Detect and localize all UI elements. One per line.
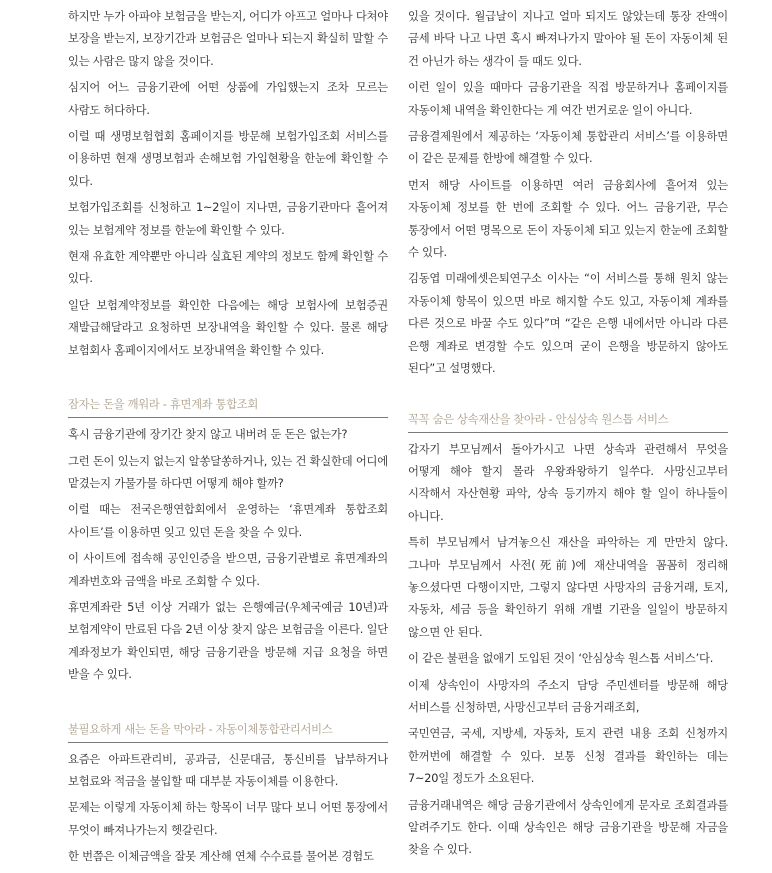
paragraph: 요즘은 아파트관리비, 공과금, 신문대금, 통신비를 납부하거나 보험료와 적금을 불입할 때 대부분 자동이체를 이용한다. — [68, 752, 388, 788]
paragraph: 현재 유효한 계약뿐만 아니라 실효된 계약의 정보도 함께 확인할 수 있다. — [68, 250, 388, 286]
section-heading-auto-transfer: 불필요하게 새는 돈을 막아라 - 자동이체통합관리서비스 — [68, 721, 388, 743]
paragraph: 보험가입조회를 신청하고 1~2일이 지나면, 금융기관마다 흩어져 있는 보험계약 정보를 한눈에 확인할 수 있다. — [68, 201, 388, 237]
paragraph: 혹시 금융기관에 장기간 찾지 않고 내버려 둔 돈은 없는가? — [68, 428, 348, 442]
paragraph: 그런 돈이 있는지 없는지 알쏭달쏭하거나, 있는 건 확실한데 어디에 맡겼는지 가물가물 하다면 어떻게 해야 할까? — [68, 454, 388, 490]
paragraph: 특히 부모님께서 남겨놓으신 재산을 파악하는 게 만만치 않다. 그나마 부모님께서 사전(死前)에 재산내역을 꼼꼼히 정리해 놓으셨다면 다행이지만, 그렇지 않다면 사망자의 금융거래, 토지, 자동차, 세금 등을 확인하기 위해 개별 기관을 일일이 방문하지 않으면 안 된다. — [408, 536, 728, 639]
paragraph: 이럴 때는 전국은행연합회에서 운영하는 ‘휴면계좌 통합조회 사이트’를 이용하면 잊고 있던 돈을 찾을 수 있다. — [68, 503, 388, 539]
paragraph: 심지어 어느 금융기관에 어떤 상품에 가입했는지 조차 모르는 사람도 허다하다. — [68, 81, 388, 117]
paragraph: 이런 일이 있을 때마다 금융기관을 직접 방문하거나 홈페이지를 자동이체 내역을 확인한다는 게 여간 번거로운 일이 아니다. — [408, 81, 728, 117]
paragraph: 하지만 누가 아파야 보험금을 받는지, 어디가 아프고 얼마나 다쳐야 보장을 받는지, 보장기간과 보험금은 얼마나 되는지 확실히 말할 수 있는 사람은 많지 않을 것이다. — [68, 10, 388, 68]
paragraph: 먼저 해당 사이트를 이용하면 여러 금융회사에 흩어져 있는 자동이체 정보를 한 번에 조회할 수 있다. 어느 금융기관, 무슨 통장에서 어떤 명목으로 돈이 자동이체 되고 있는지 한눈에 조회할 수 있다. — [408, 178, 728, 260]
paragraph: 금융거래내역은 해당 금융기관에서 상속인에게 문자로 조회결과를 알려주기도 한다. 이때 상속인은 해당 금융기관을 방문해 자금을 찾을 수 있다. — [408, 798, 728, 857]
section-heading-dormant-accounts: 잠자는 돈을 깨워라 - 휴면계좌 통합조회 — [68, 396, 388, 418]
paragraph: 휴면계좌란 5년 이상 거래가 없는 은행예금(우체국예금 10년)과 보험계약이 만료된 다음 2년 이상 찾지 않은 보험금을 이른다. 일단 계좌정보가 확인되면, 해당 금융기관을 방문해 지급 요청을 하면 받을 수 있다. — [68, 600, 388, 682]
paragraph: 금융결제원에서 제공하는 ‘자동이체 통합관리 서비스’를 이용하면 이 같은 문제를 한방에 해결할 수 있다. — [408, 130, 728, 166]
paragraph: 김동엽 미래에셋은퇴연구소 이사는 “이 서비스를 통해 원치 않는 자동이체 항목이 있으면 바로 해지할 수도 있고, 자동이체 계좌를 다른 것으로 바꿀 수도 있다”며 “같은 은행 내에서만 아니라 다른 은행 계좌로 변경할 수도 있으며 굳이 은행을 방문하지 않아도 된다”고 설명했다. — [408, 272, 728, 376]
right-column — [408, 6, 728, 866]
paragraph: 한 번쯤은 이체금액을 잘못 계산해 연체 수수료를 물어본 경험도 — [68, 850, 374, 864]
paragraph: 국민연금, 국세, 지방세, 자동차, 토지 관련 내용 조회 신청까지 한꺼번에 해결할 수 있다. 보통 신청 결과를 확인하는 데는 7~20일 정도가 소요된다. — [408, 727, 728, 786]
paragraph: 이제 상속인이 사망자의 주소지 담당 주민센터를 방문해 해당 서비스를 신청하면, 사망신고부터 금융거래조회, — [408, 678, 728, 714]
paragraph: 이 사이트에 접속해 공인인증을 받으면, 금융기관별로 휴면계좌의 계좌번호와 금액을 바로 조회할 수 있다. — [68, 552, 388, 588]
paragraph: 있을 것이다. 월급날이 지나고 얼마 되지도 않았는데 통장 잔액이 금세 바닥 나고 나면 혹시 빠져나가지 말아야 될 돈이 자동이체 된 건 아닌가 하는 생각이 들 때도 있다. — [408, 10, 728, 68]
left-column — [68, 6, 388, 873]
paragraph: 일단 보험계약정보를 확인한 다음에는 해당 보험사에 보험증권 재발급해달라고 요청하면 보장내역을 확인할 수 있다. 물론 해당 보험회사 홈페이지에서도 보장내역을 확인할 수 있다. — [68, 298, 388, 357]
paragraph: 이럴 때 생명보험협회 홈페이지를 방문해 보험가입조회 서비스를 이용하면 현재 생명보험과 손해보험 가입현황을 한눈에 확인할 수 있다. — [68, 130, 388, 188]
paragraph: 갑자기 부모님께서 돌아가시고 나면 상속과 관련해서 무엇을 어떻게 해야 할지 몰라 우왕좌왕하기 일쑤다. 사망신고부터 시작해서 자산현황 파악, 상속 등기까지 해야 할 일이 하나둘이 아니다. — [408, 442, 728, 523]
section-heading-inheritance: 꼭꼭 숨은 상속재산을 찾아라 - 안심상속 원스톱 서비스 — [408, 411, 728, 433]
paragraph: 이 같은 불편을 없애기 도입된 것이 ‘안심상속 원스톱 서비스’다. — [408, 652, 714, 666]
paragraph: 문제는 이렇게 자동이체 하는 항목이 너무 많다 보니 어떤 통장에서 무엇이 빠져나가는지 헷갈린다. — [68, 801, 388, 837]
